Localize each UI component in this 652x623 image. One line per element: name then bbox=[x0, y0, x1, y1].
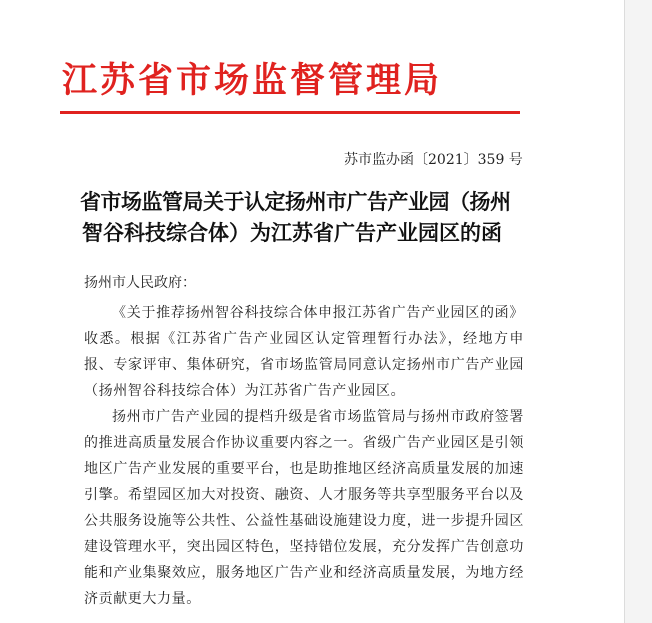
body-paragraph-1: 《关于推荐扬州智谷科技综合体申报江苏省广告产业园区的函》收悉。根据《江苏省广告产业园区认定管理暂行办法》，经地方申报、专家评审、集体研究，省市场监管局同意认定扬州市广告产业园（扬州智谷科技综合体）为江苏省广告产业园区。 bbox=[84, 305, 524, 399]
document-title bbox=[80, 187, 530, 249]
salutation: 扬州市人民政府： bbox=[84, 275, 196, 291]
document-body bbox=[84, 270, 524, 612]
document-number: 苏市监办函〔2021〕359 号 bbox=[344, 152, 523, 168]
document-title-line-1: 省市场监管局关于认定扬州市广告产业园（扬州 bbox=[80, 190, 511, 214]
document-title-line-2: 智谷科技综合体）为江苏省广告产业园区的函 bbox=[82, 221, 502, 245]
letterhead-agency-name: 江苏省市场监督管理局 bbox=[62, 60, 443, 101]
page-edge bbox=[624, 0, 652, 623]
body-paragraph-2: 扬州市广告产业园的提档升级是省市场监管局与扬州市政府签署的推进高质量发展合作协议重要内容之一。省级广告产业园区是引领地区广告产业发展的重要平台，也是助推地区经济高质量发展的加速引擎。希望园区加大对投资、融资、人才服务等共享型服务平台以及公共服务设施等公共性、公益性基础设施建设力度，进一步提升园区建设管理水平，突出园区特色，坚持错位发展，充分发挥广告创意功能和产业集聚效应，服务地区广告产业和经济高质量发展，为地方经济贡献更大力量。 bbox=[84, 409, 524, 607]
letterhead-red-rule bbox=[60, 111, 520, 114]
